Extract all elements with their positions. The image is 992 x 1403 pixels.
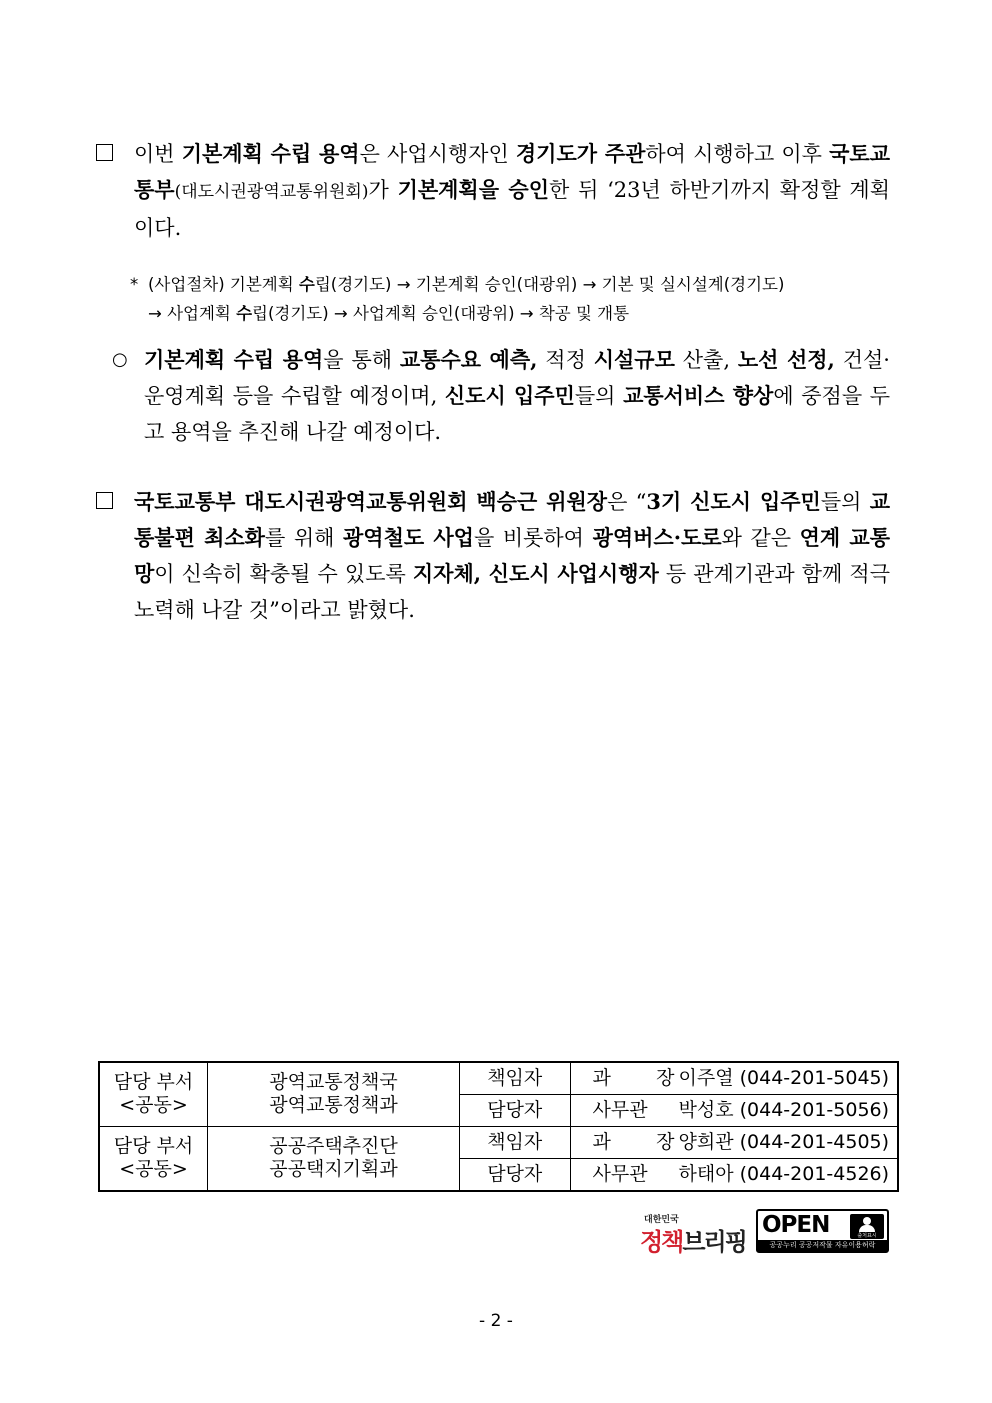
person-cell: 과 장 양희관 (044-201-4505) (570, 1126, 898, 1158)
policy-briefing-logo (640, 1212, 744, 1254)
paragraph-approval-plan (96, 136, 890, 246)
paragraph-chairman-quote (96, 484, 890, 628)
table-row (99, 1062, 898, 1095)
paragraph-text: 국토교통부 대도시권광역교통위원회 백승근 위원장은 “3기 신도시 입주민들의 교통불편 최소화를 위해 광역철도 사업을 비롯하여 광역버스·도로와 같은 연계 교통망이 신속히 확충될 수 있도록 지자체, 신도시 사업시행자 등 관계기관과 함께 적극 노력해 나갈 것”이라고 밝혔다. (134, 489, 891, 622)
logo-text-main: 정책브리핑 (640, 1228, 746, 1256)
kogl-open-logo (756, 1209, 889, 1253)
dept-name-cell: 공공주택추진단 공공택지기획과 (208, 1126, 460, 1191)
checkbox-bullet-icon (96, 492, 113, 509)
procedure-footnote (130, 270, 890, 328)
footnote-text (148, 270, 890, 328)
table-row (99, 1126, 898, 1158)
bullet-text: 기본계획 수립 용역을 통해 교통수요 예측, 적정 시설규모 산출, 노선 선정, 건설·운영계획 등을 수립할 예정이며, 신도시 입주민들의 교통서비스 향상에 중점을 두고 용역을 추진해 나갈 예정이다. (144, 347, 891, 444)
paragraph-text: 이번 기본계획 수립 용역은 사업시행자인 경기도가 주관하여 시행하고 이후 국토교통부(대도시권광역교통위원회)가 기본계획을 승인한 뒤 ‘23년 하반기까지 확정할 계획이다. (134, 141, 891, 240)
open-wordmark: OPEN (762, 1212, 830, 1238)
role-cell: 담당자 (459, 1158, 570, 1191)
checkbox-bullet-icon (96, 144, 113, 161)
dept-name-cell: 광역교통정책국 광역교통정책과 (208, 1062, 460, 1126)
footnote-star: * (130, 275, 139, 294)
open-license-strip: 공공누리 공공저작물 자유이용허락 (758, 1240, 887, 1251)
role-cell: 책임자 (459, 1062, 570, 1095)
bullet-study-contents (112, 342, 890, 450)
circle-bullet-icon: ○ (112, 349, 128, 370)
role-cell: 책임자 (459, 1126, 570, 1158)
contact-table (98, 1061, 899, 1192)
logo-text-top: 대한민국 (644, 1215, 679, 1225)
person-cell: 사무관 하태아 (044-201-4526) (570, 1158, 898, 1191)
dept-label-cell: 담당 부서 <공동> (99, 1062, 208, 1126)
attribution-person-icon: 출처표시 (850, 1214, 884, 1239)
person-cell: 과 장 이주열 (044-201-5045) (570, 1062, 898, 1095)
page-number: - 2 - (479, 1311, 513, 1331)
dept-label-cell: 담당 부서 <공동> (99, 1126, 208, 1191)
role-cell: 담당자 (459, 1095, 570, 1127)
person-cell: 사무관 박성호 (044-201-5056) (570, 1095, 898, 1127)
footnote-line-2: → 사업계획 수립(경기도) → 사업계획 승인(대광위) → 착공 및 개통 (148, 304, 630, 323)
footnote-line-1: (사업절차) 기본계획 수립(경기도) → 기본계획 승인(대광위) → 기본 및 실시설계(경기도) (148, 275, 785, 294)
